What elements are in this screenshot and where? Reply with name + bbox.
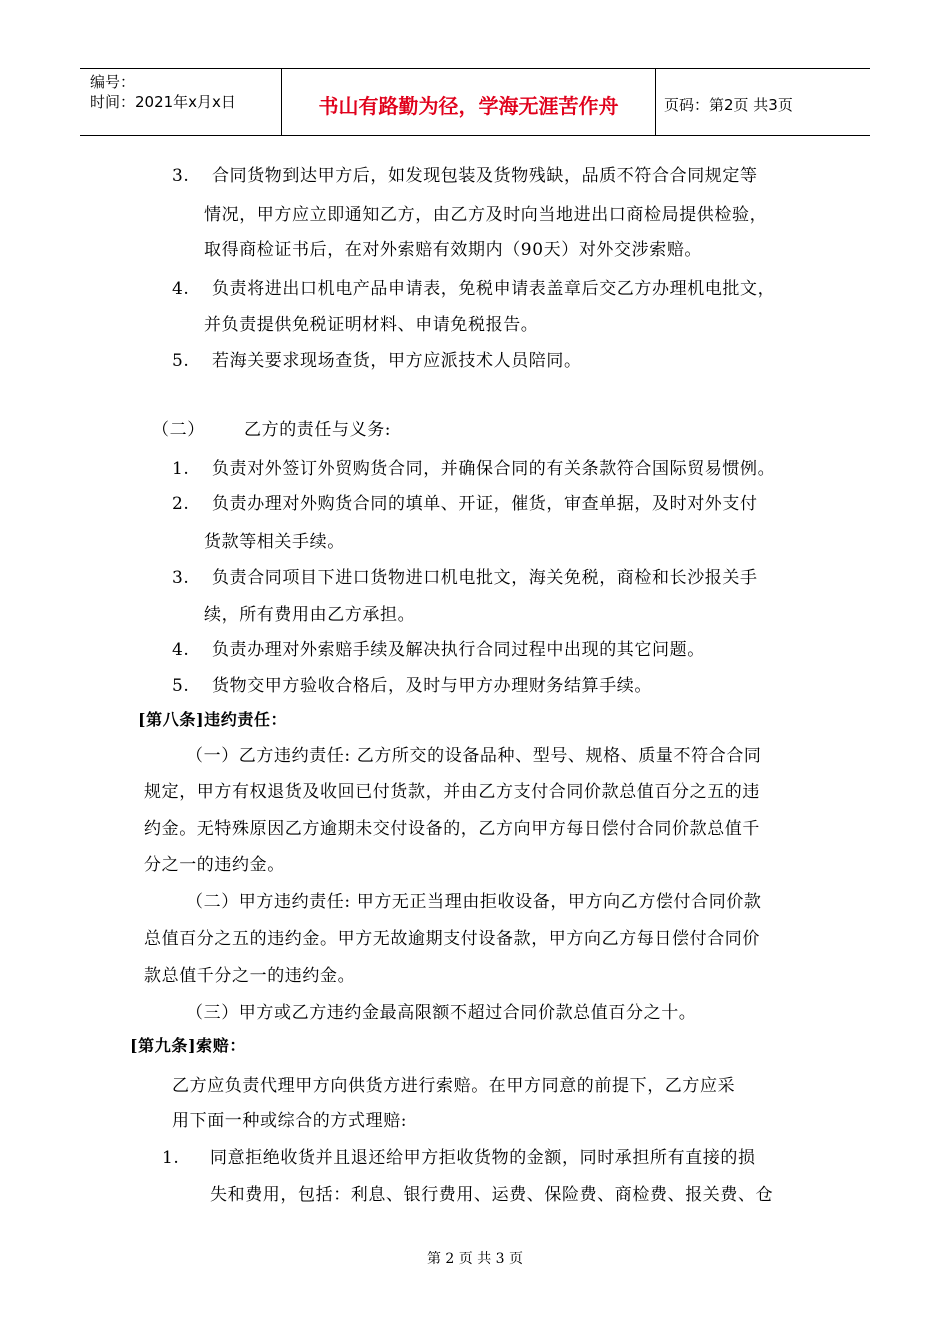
text-line: 2. 负责办理对外购货合同的填单、开证，催货，审查单据，及时对外支付 — [172, 494, 758, 514]
text-line: 用下面一种或综合的方式理赔: — [172, 1111, 408, 1131]
text-line: 1. 同意拒绝收货并且退还给甲方拒收货物的金额，同时承担所有直接的损 — [162, 1148, 756, 1168]
text-line: 4. 负责将进出口机电产品申请表，免税申请表盖章后交乙方办理机电批文， — [172, 279, 776, 299]
text-line: 约金。无特殊原因乙方逾期未交付设备的，乙方向甲方每日偿付合同价款总值千 — [144, 819, 760, 839]
text-line: （一）乙方违约责任: 乙方所交的设备品种、型号、规格、质量不符合合同 — [186, 746, 762, 766]
text-line: 1. 负责对外签订外贸购货合同，并确保合同的有关条款符合国际贸易惯例。 — [172, 459, 776, 479]
text-line: 乙方应负责代理甲方向供货方进行索赔。在甲方同意的前提下，乙方应采 — [172, 1076, 736, 1096]
header-meta — [80, 69, 282, 135]
text-line: 5. 若海关要求现场查货，甲方应派技术人员陪同。 — [172, 351, 582, 371]
text-line: （三）甲方或乙方违约金最高限额不超过合同价款总值百分之十。 — [186, 1003, 697, 1023]
text-line: 并负责提供免税证明材料、申请免税报告。 — [204, 315, 539, 335]
time-label: 时间：2021年x月x日 — [90, 93, 236, 111]
section-heading: （二） 乙方的责任与义务: — [152, 420, 392, 440]
text-line: 情况，甲方应立即通知乙方，由乙方及时向当地进出口商检局提供检验， — [204, 205, 768, 225]
text-line: 分之一的违约金。 — [144, 855, 285, 875]
text-line: （二）甲方违约责任: 甲方无正当理由拒收设备，甲方向乙方偿付合同价款 — [186, 892, 762, 912]
text-line: 4. 负责办理对外索赔手续及解决执行合同过程中出现的其它问题。 — [172, 640, 705, 660]
text-line: 5. 货物交甲方验收合格后，及时与甲方办理财务结算手续。 — [172, 676, 652, 696]
text-line: 规定，甲方有权退货及收回已付货款，并由乙方支付合同价款总值百分之五的违 — [144, 782, 760, 802]
text-line: 3. 负责合同项目下进口货物进口机电批文，海关免税，商检和长沙报关手 — [172, 568, 758, 588]
page-footer: 第 2 页 共 3 页 — [426, 1251, 524, 1267]
text-line: 3. 合同货物到达甲方后，如发现包装及货物残缺，品质不符合合同规定等 — [172, 166, 758, 186]
text-line: 失和费用，包括：利息、银行费用、运费、保险费、商检费、报关费、仓 — [210, 1185, 774, 1205]
text-line: 货款等相关手续。 — [204, 532, 345, 552]
page-header — [80, 68, 870, 136]
code-label: 编号： — [90, 73, 136, 91]
header-motto: 书山有路勤为径，学海无涯苦作舟 — [282, 69, 656, 135]
text-line: 取得商检证书后，在对外索赔有效期内（90天）对外交涉索赔。 — [204, 240, 703, 260]
text-line: 款总值千分之一的违约金。 — [144, 966, 356, 986]
text-line: 续，所有费用由乙方承担。 — [204, 605, 416, 625]
header-page-number: 页码：第2页 共3页 — [664, 95, 793, 114]
article-9-heading: [第九条]索赔： — [130, 1036, 246, 1055]
article-8-heading: [第八条]违约责任： — [138, 710, 288, 729]
text-line: 总值百分之五的违约金。甲方无故逾期支付设备款，甲方向乙方每日偿付合同价 — [144, 929, 760, 949]
